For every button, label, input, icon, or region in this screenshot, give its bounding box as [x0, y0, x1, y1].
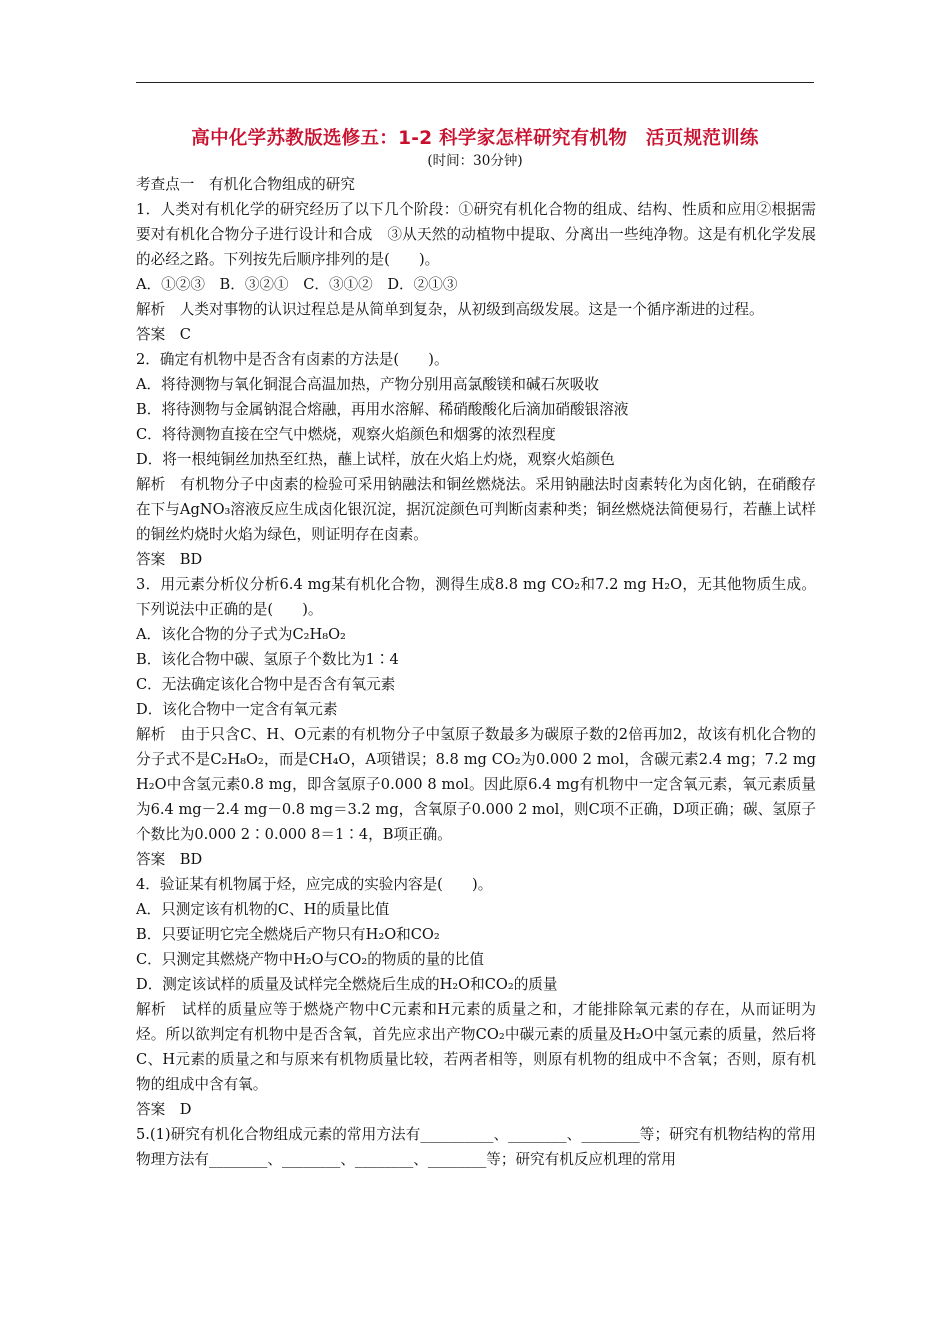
- question-2-option-a: A．将待测物与氧化铜混合高温加热，产物分别用高氯酸镁和碱石灰吸收: [136, 376, 599, 393]
- question-4-option-d: D．测定该试样的质量及试样完全燃烧后生成的H₂O和CO₂的质量: [136, 976, 558, 993]
- question-2-option-c: C．将待测物直接在空气中燃烧，观察火焰颜色和烟雾的浓烈程度: [136, 426, 556, 443]
- question-2-option-b: B．将待测物与金属钠混合熔融，再用水溶解、稀硝酸酸化后滴加硝酸银溶液: [136, 401, 629, 418]
- document-body: [136, 172, 816, 1172]
- header-rule: [136, 82, 814, 83]
- question-4-analysis: 解析 试样的质量应等于燃烧产物中C元素和H元素的质量之和，才能排除氧元素的存在，从而证明为烃。所以欲判定有机物中是否含氧，首先应求出产物CO₂中碳元素的质量及H₂O中氢元素的质量，然后将C、H元素的质量之和与原来有机物质量比较，若两者相等，则原有机物的组成中不含氧；否则，原有机物的组成中含有氧。: [136, 1001, 816, 1093]
- question-2-answer: 答案 BD: [136, 551, 203, 568]
- document-title: 高中化学苏教版选修五：1-2 科学家怎样研究有机物 活页规范训练: [191, 128, 759, 149]
- question-4-option-b: B．只要证明它完全燃烧后产物只有H₂O和CO₂: [136, 926, 440, 943]
- question-4-option-a: A．只测定该有机物的C、H的质量比值: [136, 901, 390, 918]
- question-3-option-d: D．该化合物中一定含有氧元素: [136, 701, 338, 718]
- question-1-options: A．①②③ B．③②① C．③①② D．②①③: [136, 276, 458, 293]
- question-1: 1．人类对有机化学的研究经历了以下几个阶段：①研究有机化合物的组成、结构、性质和应用②根据需要对有机化合物分子进行设计和合成 ③从天然的动植物中提取、分离出一些纯净物。这是有机化学发展的必经之路。下列按先后顺序排列的是( )。: [136, 201, 816, 268]
- question-5: 5.(1)研究有机化合物组成元素的常用方法有__________、________、________等；研究有机物结构的常用物理方法有________、________、________、________等；研究有机反应机理的常用: [136, 1126, 816, 1168]
- question-4-option-c: C．只测定其燃烧产物中H₂O与CO₂的物质的量的比值: [136, 951, 484, 968]
- question-3-answer: 答案 BD: [136, 851, 203, 868]
- question-4-answer: 答案 D: [136, 1101, 192, 1118]
- question-3-option-a: A．该化合物的分子式为C₂H₈O₂: [136, 626, 346, 643]
- question-1-analysis: 解析 人类对事物的认识过程总是从简单到复杂，从初级到高级发展。这是一个循序渐进的过程。: [136, 301, 764, 318]
- question-1-answer: 答案 C: [136, 326, 191, 343]
- question-3-option-b: B．该化合物中碳、氢原子个数比为1∶4: [136, 651, 399, 668]
- question-3-analysis: 解析 由于只含C、H、O元素的有机物分子中氢原子数最多为碳原子数的2倍再加2，故该有机化合物的分子式不是C₂H₈O₂，而是CH₄O，A项错误；8.8 mg CO₂为0.000 2 mol，含碳元素2.4 mg；7.2 mg H₂O中含氢元素0.8 mg，即含氢原子0.000 8 mol。因此原6.4 mg有机物中一定含氧元素，氧元素质量为6.4 mg－2.4 mg－0.8 mg＝3.2 mg，含氧原子0.000 2 mol，则C项不正确，D项正确；碳、氢原子个数比为0.000 2∶0.000 8＝1∶4，B项正确。: [136, 726, 816, 843]
- section-heading: 考查点一 有机化合物组成的研究: [136, 176, 355, 193]
- question-4: 4．验证某有机物属于烃，应完成的实验内容是( )。: [136, 876, 493, 893]
- question-2-analysis: 解析 有机物分子中卤素的检验可采用钠融法和铜丝燃烧法。采用钠融法时卤素转化为卤化钠，在硝酸存在下与AgNO₃溶液反应生成卤化银沉淀，据沉淀颜色可判断卤素种类；铜丝燃烧法简便易行，若蘸上试样的铜丝灼烧时火焰为绿色，则证明存在卤素。: [136, 476, 816, 543]
- time-limit: (时间：30分钟): [427, 153, 523, 169]
- question-3: 3．用元素分析仪分析6.4 mg某有机化合物，测得生成8.8 mg CO₂和7.2 mg H₂O，无其他物质生成。下列说法中正确的是( )。: [136, 576, 816, 618]
- question-3-option-c: C．无法确定该化合物中是否含有氧元素: [136, 676, 396, 693]
- question-2: 2．确定有机物中是否含有卤素的方法是( )。: [136, 351, 449, 368]
- question-2-option-d: D．将一根纯铜丝加热至红热，蘸上试样，放在火焰上灼烧，观察火焰颜色: [136, 451, 615, 468]
